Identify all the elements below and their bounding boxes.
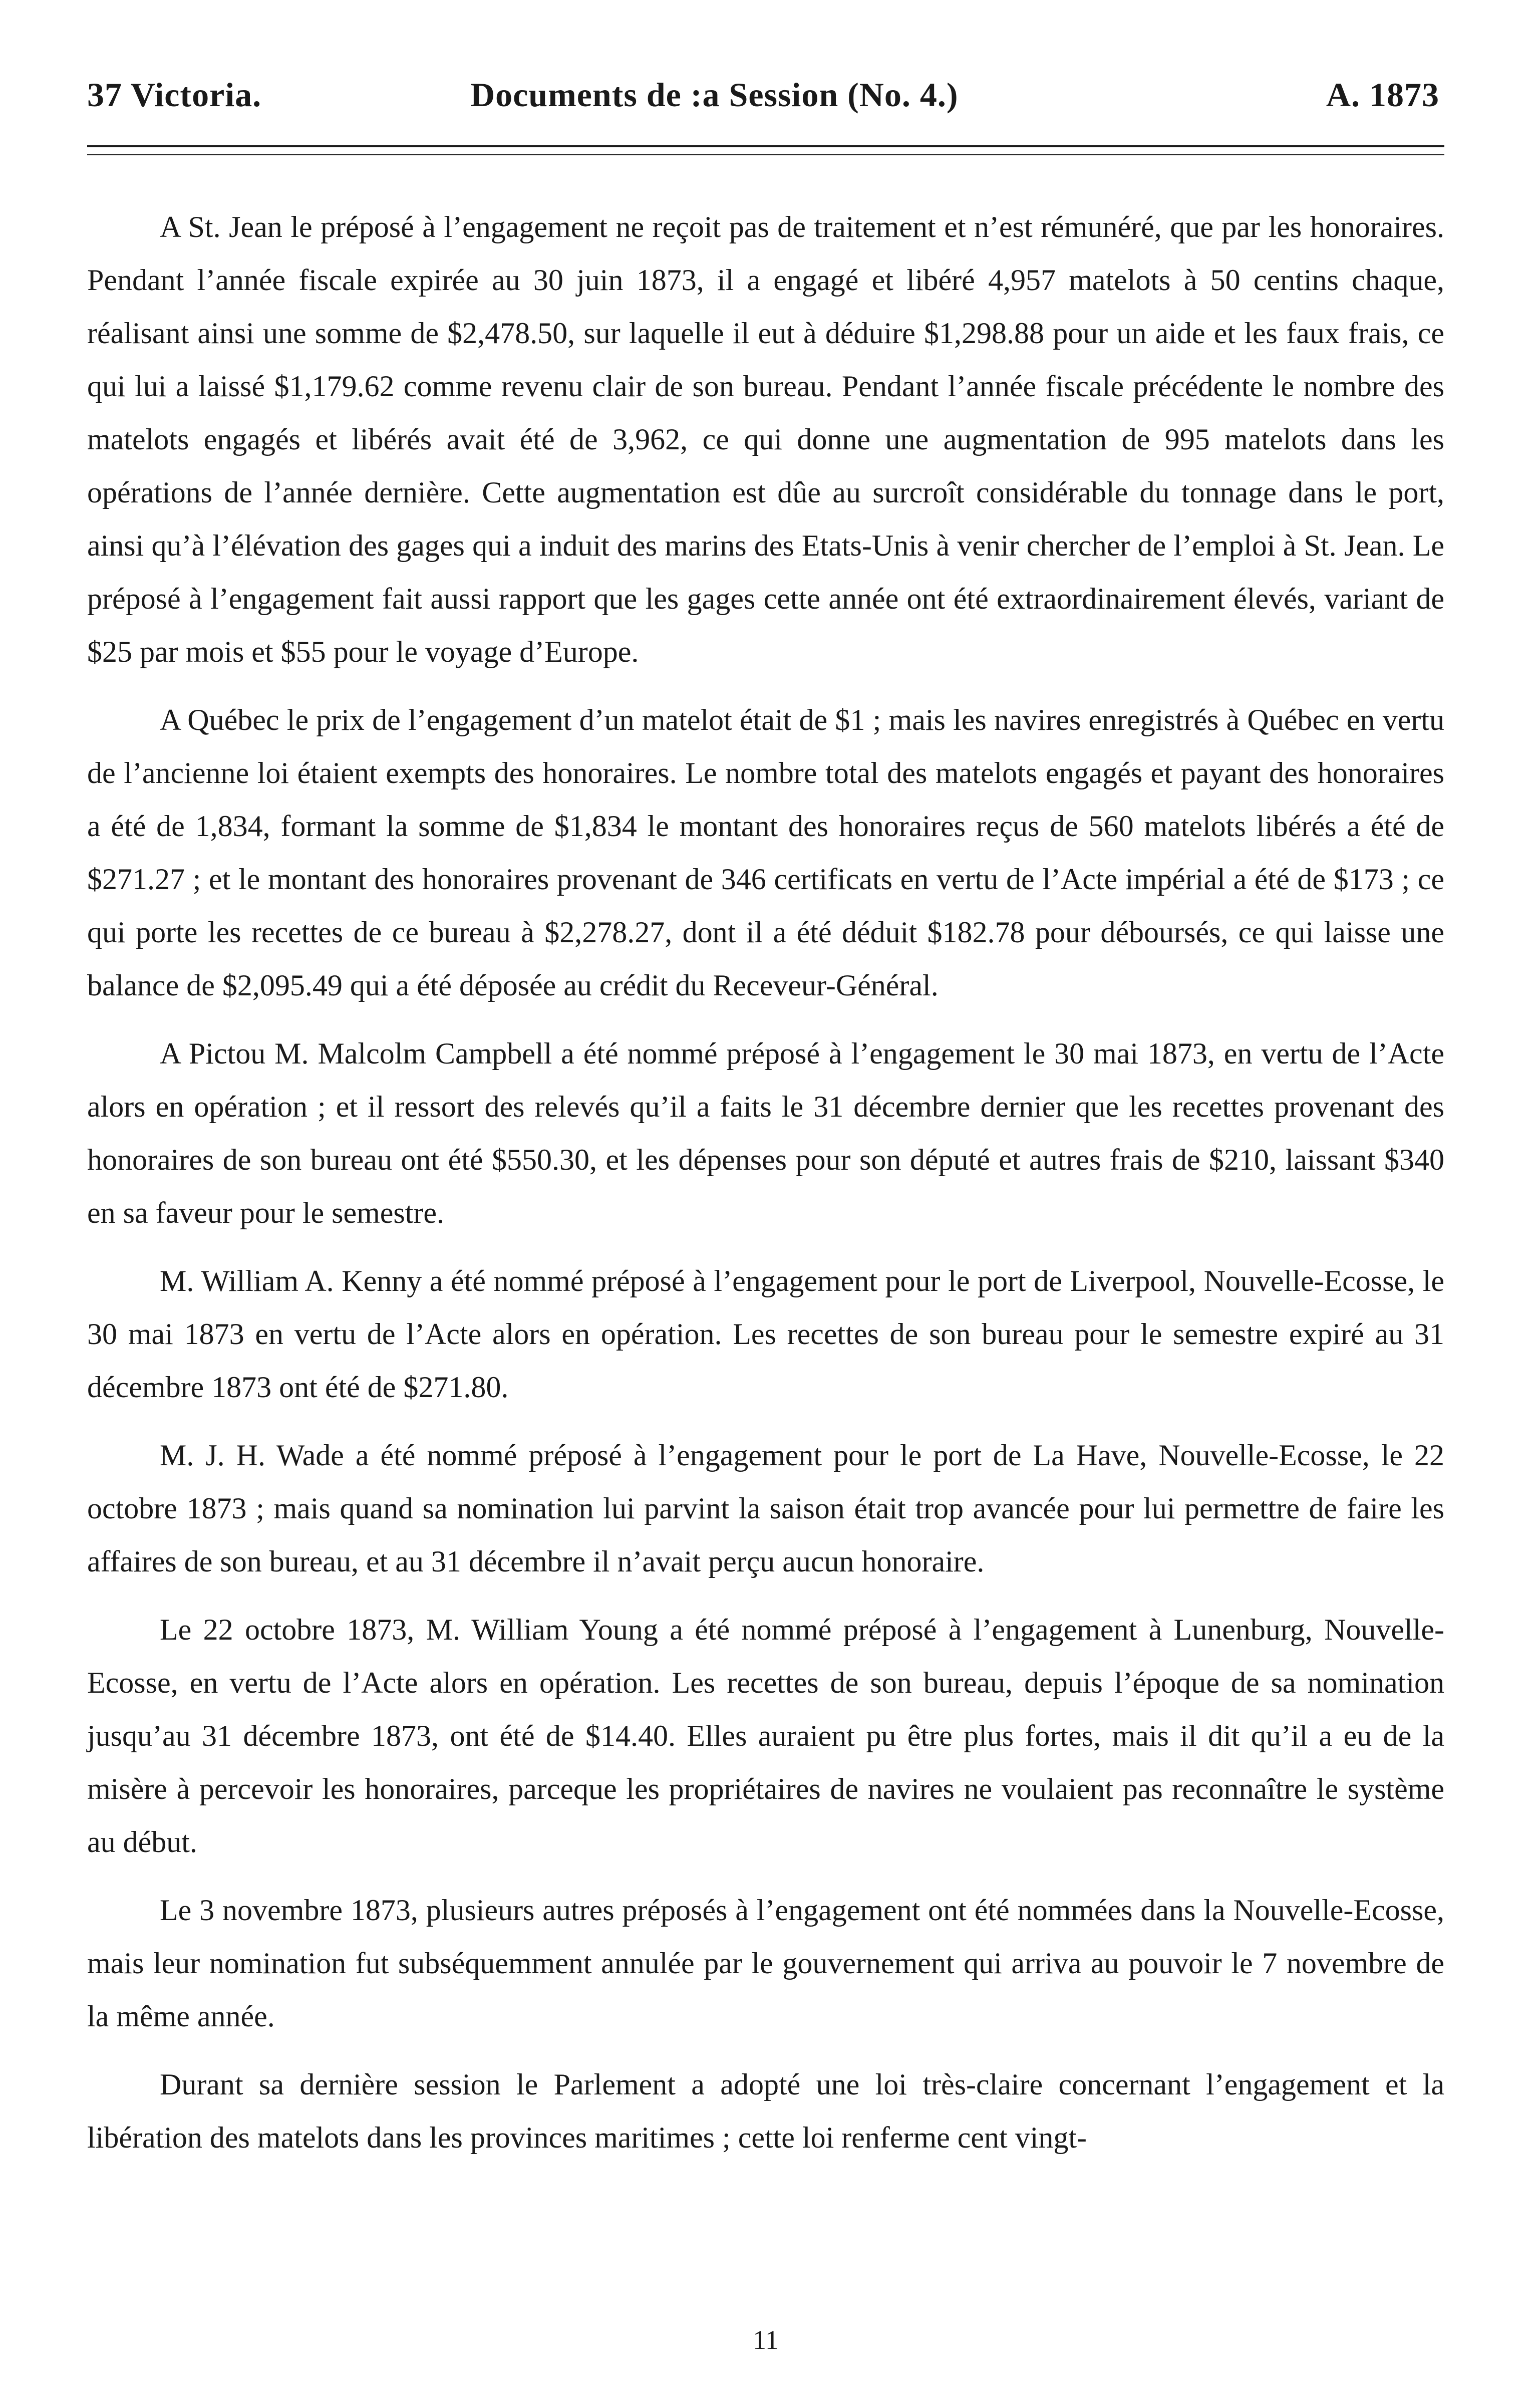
paragraph-nouvelle-ecosse: Le 3 novembre 1873, plusieurs autres préposés à l’engagement ont été nommées dans la Nouvelle-Ecosse, mais leur nomination fut subséquemment annulée par le gouvernement qui arriva au pouvoir le 7 novembre de la même année. (87, 1894, 1444, 2033)
paragraph-lunenburg: Le 22 octobre 1873, M. William Young a été nommé préposé à l’engagement à Lunenburg, Nouvelle-Ecosse, en vertu de l’Acte alors en opération. Les recettes de son bureau, depuis l’époque de sa nomination jusqu’au 31 décembre 1873, ont été de $14.40. Elles auraient pu être plus fortes, mais il dit qu’il a eu de la misère à percevoir les honoraires, parceque les propriétaires de navires ne voulaient pas reconnaître le système au début. (87, 1613, 1444, 1859)
paragraph-liverpool: M. William A. Kenny a été nommé préposé à l’engagement pour le port de Liverpool, Nouvelle-Ecosse, le 30 mai 1873 en vertu de l’Acte alors en opération. Les recettes de son bureau pour le semestre expiré au 31 décembre 1873 ont été de $271.80. (87, 1264, 1444, 1404)
paragraph-parlement: Durant sa dernière session le Parlement a adopté une loi très-claire concernant l’engagement et la libération des matelots dans les provinces maritimes ; cette loi renferme cent vingt- (87, 2068, 1444, 2154)
header-rule-thin (87, 154, 1444, 155)
header-year: A. 1873 (1326, 76, 1439, 114)
document-page (87, 0, 1444, 2383)
paragraph-quebec: A Québec le prix de l’engagement d’un matelot était de $1 ; mais les navires enregistrés à Québec en vertu de l’ancienne loi étaient exempts des honoraires. Le nombre total des matelots engagés et payant des honoraires a été de 1,834, formant la somme de $1,834 le montant des honoraires reçus de 560 matelots libérés a été de $271.27 ; et le montant des honoraires provenant de 346 certificats en vertu de l’Acte impérial a été de $173 ; ce qui porte les recettes de ce bureau à $2,278.27, dont il a été déduit $182.78 pour déboursés, ce qui laisse une balance de $2,095.49 qui a été déposée au crédit du Receveur-Général. (87, 703, 1444, 1002)
header-rule-thick (87, 145, 1444, 147)
page-marker: 11 (753, 2325, 779, 2355)
running-header (87, 75, 1444, 125)
paragraph-st-jean: A St. Jean le préposé à l’engagement ne reçoit pas de traitement et n’est rémunéré, que par les honoraires. Pendant l’année fiscale expirée au 30 juin 1873, il a engagé et libéré 4,957 matelots à 50 centins chaque, réalisant ainsi une somme de $2,478.50, sur laquelle il eut à déduire $1,298.88 pour un aide et les faux frais, ce qui lui a laissé $1,179.62 comme revenu clair de son bureau. Pendant l’année fiscale précédente le nombre des matelots engagés et libérés avait été de 3,962, ce qui donne une augmentation de 995 matelots dans les opérations de l’année dernière. Cette augmentation est dûe au surcroît considérable du tonnage dans le port, ainsi qu’à l’élévation des gages qui a induit des marins des Etats-Unis à venir chercher de l’emploi à St. Jean. Le préposé à l’engagement fait aussi rapport que les gages cette année ont été extraordinairement élevés, variant de $25 par mois et $55 pour le voyage d’Europe. (87, 210, 1444, 668)
body-text (87, 200, 1444, 2179)
paragraph-la-have: M. J. H. Wade a été nommé préposé à l’engagement pour le port de La Have, Nouvelle-Ecosse, le 22 octobre 1873 ; mais quand sa nomination lui parvint la saison était trop avancée pour lui permettre de faire les affaires de son bureau, et au 31 décembre il n’avait perçu aucun honoraire. (87, 1439, 1444, 1578)
header-volume: 37 Victoria. (87, 76, 262, 114)
header-title: Documents de :a Session (No. 4.) (470, 76, 959, 114)
paragraph-pictou: A Pictou M. Malcolm Campbell a été nommé préposé à l’engagement le 30 mai 1873, en vertu de l’Acte alors en opération ; et il ressort des relevés qu’il a faits le 31 décembre dernier que les recettes provenant des honoraires de son bureau ont été $550.30, et les dépenses pour son député et autres frais de $210, laissant $340 en sa faveur pour le semestre. (87, 1037, 1444, 1229)
